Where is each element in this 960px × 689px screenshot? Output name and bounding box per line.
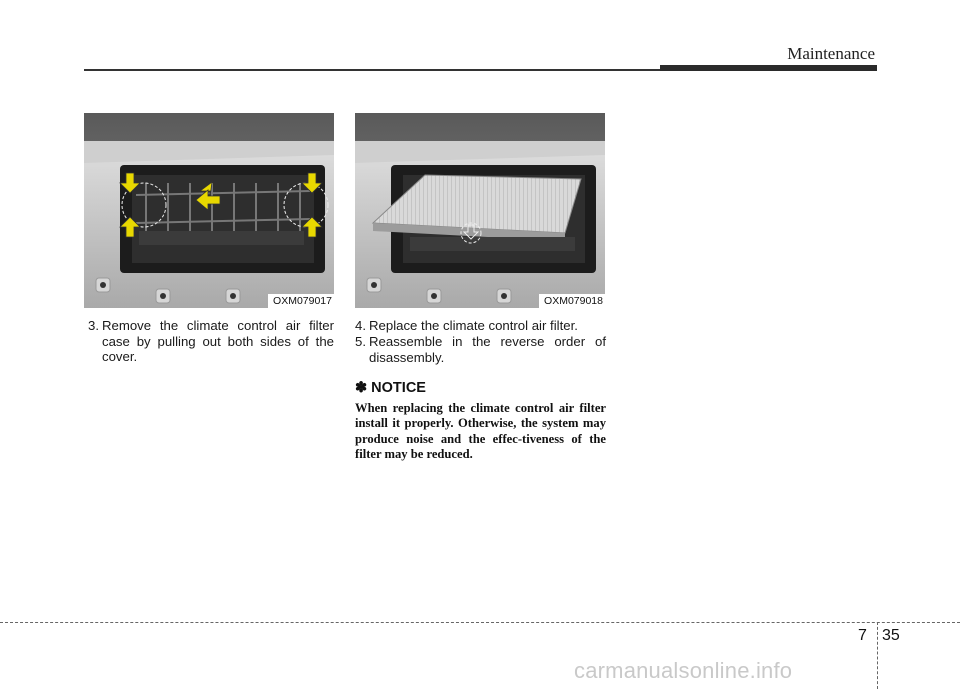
section-title: Maintenance bbox=[787, 44, 875, 63]
watermark: carmanualsonline.info bbox=[574, 658, 793, 683]
step-5 bbox=[355, 334, 606, 365]
step-number: 5. bbox=[355, 334, 366, 349]
step-text: Replace the climate control air filter. bbox=[369, 318, 578, 333]
air-filter-illustration bbox=[355, 113, 605, 308]
figure-code: OXM079018 bbox=[539, 294, 605, 308]
footer-dashed-line bbox=[0, 622, 960, 623]
step-number: 4. bbox=[355, 318, 366, 333]
step-text: Remove the climate control air filter case by pulling out both sides of the cover. bbox=[102, 318, 334, 364]
chapter-number: 7 bbox=[858, 627, 867, 644]
header-rule-thick bbox=[660, 65, 877, 71]
step-text: Reassemble in the reverse order of disassembly. bbox=[369, 334, 606, 365]
step-4 bbox=[355, 318, 606, 334]
step-number: 3. bbox=[88, 318, 99, 333]
figure-replace-filter bbox=[355, 113, 605, 308]
step-3 bbox=[88, 318, 334, 365]
page-number: 35 bbox=[882, 627, 900, 644]
notice-body: When replacing the climate control air filter install it properly. Otherwise, the system may produce noise and the effec-tiveness of the filter may be reduced. bbox=[355, 401, 606, 461]
header-rule-thin bbox=[84, 69, 664, 71]
figure-code: OXM079017 bbox=[268, 294, 334, 308]
filter-case-illustration bbox=[84, 113, 334, 308]
notice-title: ✽ NOTICE bbox=[355, 380, 426, 396]
figure-remove-filter bbox=[84, 113, 334, 308]
footer-vertical-dash bbox=[877, 622, 878, 689]
